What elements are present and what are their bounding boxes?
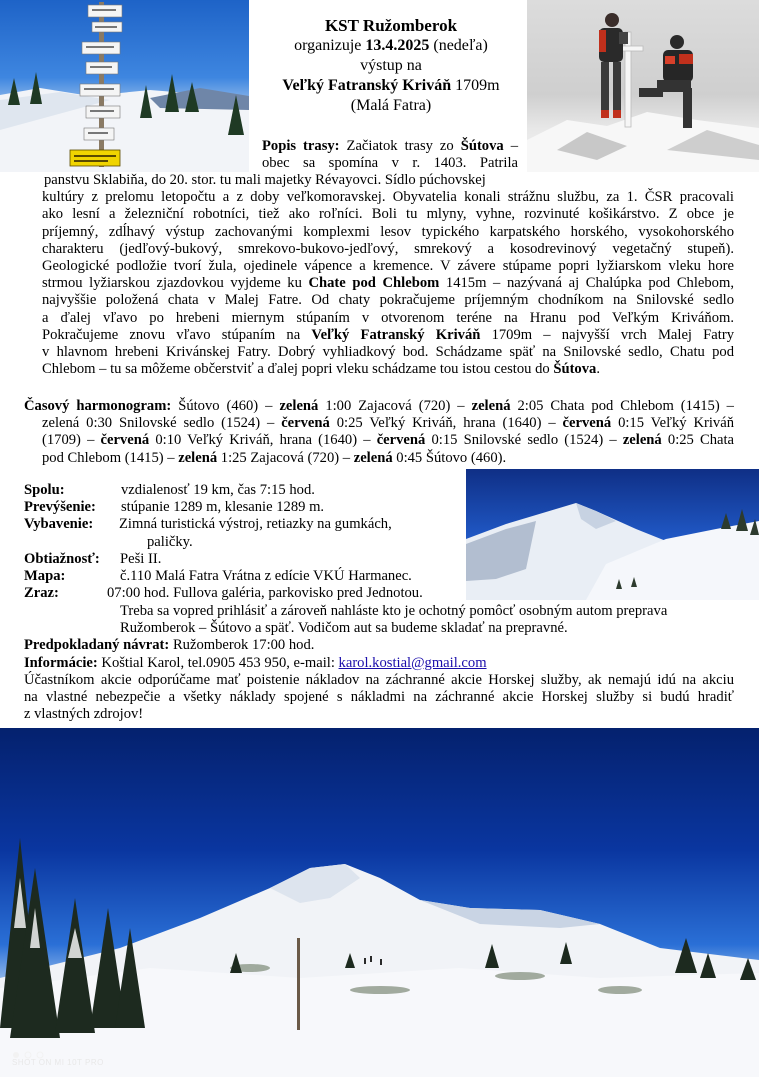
description-label: Popis trasy: xyxy=(262,138,340,154)
navrat-label: Predpokladaný návrat: xyxy=(24,637,170,654)
schedule-text: 0:25 Veľký Kriváň, hrana (1640) – xyxy=(336,415,556,432)
schedule-text: 0:15 Veľký Kriváň xyxy=(618,415,734,432)
description-line: – xyxy=(510,138,518,154)
trail-red: červená xyxy=(562,415,612,432)
schedule-section xyxy=(24,398,734,467)
peak-name: Veľký Fatranský Kriváň xyxy=(282,77,452,94)
zraz-note-1: Treba sa vopred prihlásiť a zároveň nahláste kto je ochotný pomôcť osobným autom preprava xyxy=(120,603,668,619)
schedule-text: 1:00 Zajacová (720) – xyxy=(325,398,465,414)
range-name: (Malá Fatra) xyxy=(350,97,432,114)
trail-red: červená xyxy=(281,415,330,432)
description-line: v hlavnom hrebeni Krivánskej Fatry. Dobrý vyhliadkový bod. Schádzame späť na Snilovské sedlo, Chatu pod xyxy=(42,344,734,361)
organizer-title: KST Ružomberok xyxy=(324,16,458,35)
signpost-photo-drawing xyxy=(0,0,249,172)
summit-photo-drawing xyxy=(527,0,759,172)
schedule-text: zelená 0:30 Snilovské sedlo (1524) – xyxy=(42,415,275,432)
peak-height: 1709m xyxy=(455,77,500,94)
trail-green: zelená xyxy=(622,432,662,449)
date-line xyxy=(262,36,520,56)
peak-bold: Veľký Fatranský Kriváň xyxy=(311,326,481,343)
informacie-label: Informácie: xyxy=(24,654,98,671)
description-line: príjemný, zdĺhavý výstup zachovanými komplexmi lesov typického karpatského horského, vysokohorského xyxy=(42,223,734,240)
obtiaznost-value: Peši II. xyxy=(120,550,162,567)
village-bold: Šútova xyxy=(553,361,597,378)
schedule-label: Časový harmonogram: xyxy=(24,398,172,414)
email-link[interactable]: karol.kostial@gmail.com xyxy=(338,654,487,671)
trail-red: červená xyxy=(376,432,426,449)
ascent-text: výstup na xyxy=(360,57,422,74)
description-bold: Šútova xyxy=(460,138,504,154)
peak-line xyxy=(262,76,520,96)
schedule-text: 0:25 Chata xyxy=(667,432,735,449)
zraz-label: Zraz: xyxy=(24,585,59,602)
panorama-photo-drawing xyxy=(0,728,759,1077)
event-day: (nedeľa) xyxy=(433,37,488,54)
mapa-value: č.110 Malá Fatra Vrátna z edície VKÚ Harmanec. xyxy=(120,568,412,585)
description-line: a ďalej vľavo po hrebeni miernym stúpaním v otvorenom teréne na Hranu pod Veľkým Kriváňom. xyxy=(42,309,734,326)
spolu-value: vzdialenosť 19 km, čas 7:15 hod. xyxy=(121,482,315,498)
info-block xyxy=(24,482,464,602)
description-line: 1709m – najvyšší vrch Malej Fatry xyxy=(491,326,734,343)
description-line: Začiatok trasy zo xyxy=(346,138,454,154)
insurance-note-3: z vlastných zdrojov! xyxy=(24,706,144,723)
schedule-text: pod Chlebom (1415) – xyxy=(42,449,175,466)
spolu-label: Spolu: xyxy=(24,482,65,498)
schedule-text: (1709) – xyxy=(42,432,95,449)
trail-green: zelená xyxy=(178,449,218,466)
schedule-text: 0:10 Veľký Kriváň, hrana (1640) – xyxy=(155,432,371,449)
zraz-value: 07:00 hod. Fullova galéria, parkovisko pred Jednotou. xyxy=(107,585,423,602)
photo-watermark: SHOT ON MI 10T PRO xyxy=(12,1058,104,1067)
description-line: 1415m – nazývaná aj Chalúpka pod Chlebom, xyxy=(445,275,734,292)
ridge-photo-drawing xyxy=(466,469,759,600)
hut-name: Chate pod Chlebom xyxy=(308,275,440,292)
schedule-text: 1:25 Zajacová (720) – xyxy=(220,449,351,466)
ridge-photo xyxy=(466,469,759,600)
description-line: najvyššie položená chata v Malej Fatre. Od chaty pokračujeme príjemným chodníkom na Snilovské sedlo xyxy=(42,292,734,309)
prevysenie-value: stúpanie 1289 m, klesanie 1289 m. xyxy=(121,499,325,516)
description-line: Chlebom – tu sa môžeme občerstviť a ďalej popri vleku schádzame tou istou cestou do xyxy=(42,361,550,378)
description-line: Pokračujeme znovu vľavo stúpaním na xyxy=(42,326,301,343)
description-line: kultúry z prelomu letopočtu a z doby veľkomoravskej. Obyvatelia konali strážnu službu, za 1. ČSR pracovali xyxy=(42,189,734,206)
route-description-body xyxy=(42,172,734,378)
insurance-note-2: na vlastné nebezpečie a všetky náklady spojené s nákladmi na záchranné akcie Horskej služby si budú hradiť xyxy=(24,689,734,706)
signpost-photo xyxy=(0,0,249,172)
summit-photo xyxy=(527,0,759,172)
vybavenie-value: Zimná turistická výstroj, retiazky na gumkách, xyxy=(119,516,392,533)
panorama-photo xyxy=(0,728,759,1077)
vybavenie-value-2: paličky. xyxy=(147,533,193,550)
informacie-value: Koštial Karol, tel.0905 453 950, e-mail: xyxy=(101,654,335,671)
insurance-note-1: Účastníkom akcie odporúčame mať poistenie nákladov na záchranné akcie Horskej služby, ak nemajú idú na akciu xyxy=(24,671,734,688)
info-block-wide xyxy=(24,603,734,723)
navrat-value: Ružomberok 17:00 hod. xyxy=(172,637,315,654)
route-description xyxy=(262,138,518,172)
zraz-note-2: Ružomberok – Šútovo a späť. Vodičom aut sa budeme skladať na prepravné. xyxy=(120,620,568,637)
organizes-text: organizuje xyxy=(294,37,362,54)
mapa-label: Mapa: xyxy=(24,568,66,585)
trail-green: zelená xyxy=(471,398,511,414)
event-header xyxy=(262,16,520,116)
schedule-text: Šútovo (460) – xyxy=(178,398,273,414)
description-line: charakteru (jedľový-bukový, smrekovo-bukovo-jedľový, smrekový a kosodrevinový vegetačný stupeň). xyxy=(42,240,734,257)
description-line: panstvu Sklabiňa, do 20. stor. tu mali majetky Révayovci. Sídlo púchovskej xyxy=(44,172,486,188)
description-line: ako lesní a železniční robotníci, tiež ako roľníci. Boli tu mlyny, vyhne, rozvinuté košikárstvo. Z obce je xyxy=(42,206,734,223)
description-line: Geologické podložie tvorí žula, ojedinele vápence a kremence. V závere stúpame popri lyžiarskom vleku hore xyxy=(42,258,734,275)
schedule-text: 2:05 Chata pod Chlebom (1415) – xyxy=(517,398,734,414)
event-date: 13.4.2025 xyxy=(365,37,430,54)
trail-green: zelená xyxy=(279,398,319,414)
description-line: strmou lyžiarskou zjazdovkou vyjdeme ku xyxy=(42,275,302,292)
description-line: obec sa spomína v r. 1403. Patrila xyxy=(262,155,518,172)
trail-green: zelená xyxy=(353,449,393,466)
trail-red: červená xyxy=(100,432,150,449)
schedule-text: 0:45 Šútovo (460). xyxy=(396,449,507,466)
schedule-text: 0:15 Snilovské sedlo (1524) – xyxy=(431,432,617,449)
obtiaznost-label: Obtiažnosť: xyxy=(24,550,100,567)
description-line: . xyxy=(596,361,600,378)
prevysenie-label: Prevýšenie: xyxy=(24,499,96,516)
vybavenie-label: Vybavenie: xyxy=(24,516,94,533)
